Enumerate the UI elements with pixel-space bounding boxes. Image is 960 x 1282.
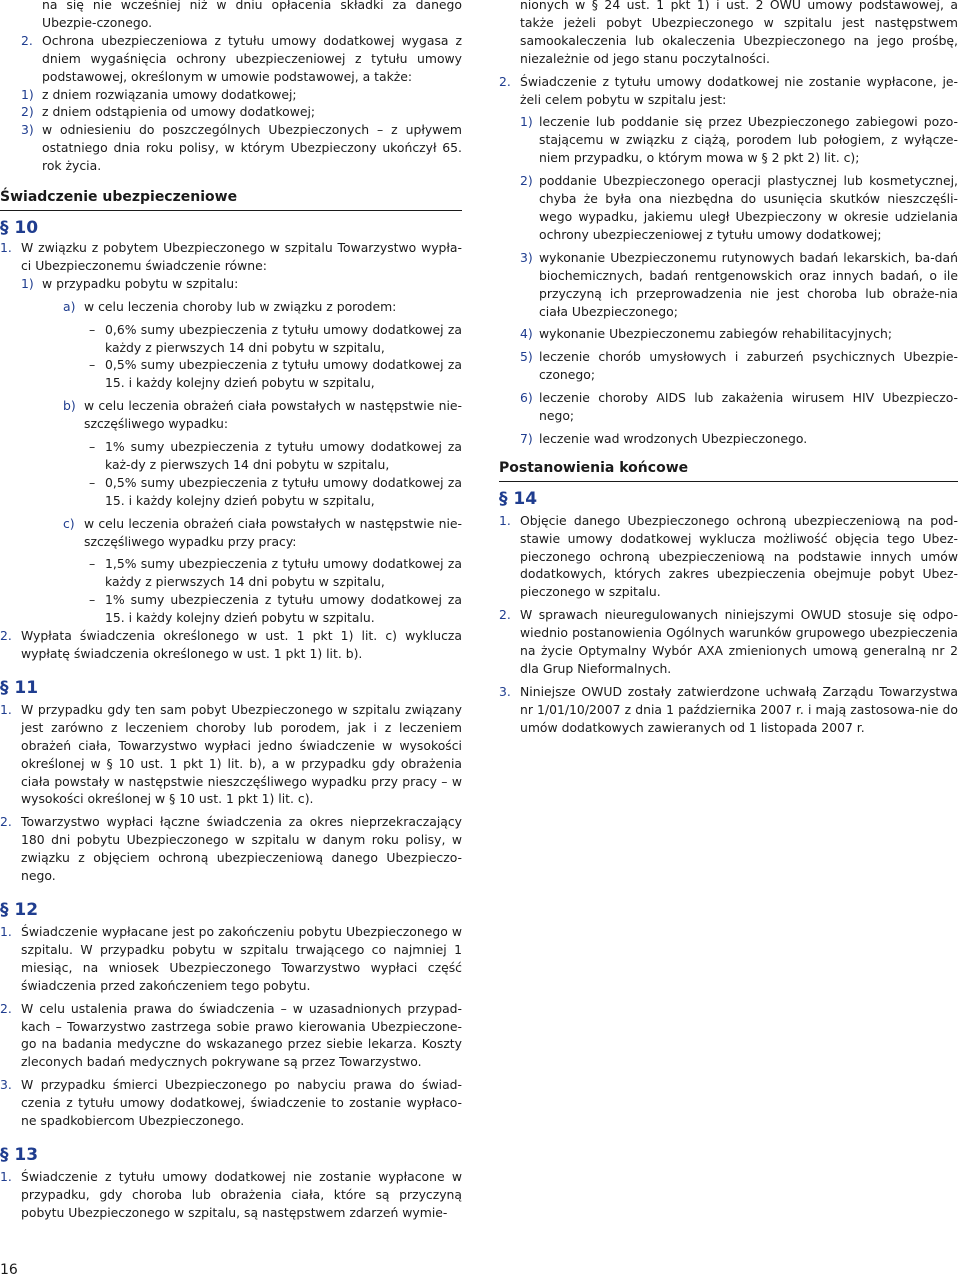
- clause-text: Świadczenie z tytułu umowy dodatkowej nie zostanie wypłacone, je-żeli celem pobytu w szpitalu jest:: [520, 73, 958, 107]
- item-text: leczenie choroby AIDS lub zakażenia wirusem HIV Ubezpieczo-nego;: [539, 390, 958, 424]
- clause-label: 2.: [0, 628, 12, 644]
- dash: –: [89, 439, 96, 455]
- clause-text: Niniejsze OWUD zostały zatwierdzone uchwałą Zarządu Towarzystwa nr 1/01/10/2007 z dnia 1 października 2007 r. i mają zastosowa-nie do umów dodatkowych zawieranych od 1 listopada 2007 r.: [520, 683, 958, 735]
- item-label: 3): [21, 122, 34, 138]
- dash-item: [0, 555, 462, 591]
- clause-label: 1.: [499, 512, 511, 528]
- item-text: 0,5% sumy ubezpieczenia z tytułu umowy dodatkowej za 15. i każdy kolejny dzień pobytu w szpitalu,: [105, 474, 462, 508]
- item-text: w celu leczenia obrażeń ciała powstałych w następstwie nie-szczęśliwego wypadku przy pracy:: [84, 515, 462, 549]
- section-title-benefit: Świadczenie ubezpieczeniowe: [0, 189, 462, 211]
- dash: –: [89, 556, 96, 572]
- paragraph-11-heading: § 11: [0, 677, 39, 698]
- list-item: [499, 348, 958, 384]
- list-item: [499, 113, 958, 167]
- item-text: leczenie chorób umysłowych i zaburzeń psychicznych Ubezpie-czonego;: [539, 349, 958, 383]
- clause-label: 1.: [0, 1168, 12, 1184]
- dash-item: [0, 474, 462, 510]
- clause-11-1: [0, 701, 462, 808]
- dash: –: [89, 474, 96, 490]
- item-text: 1% sumy ubezpieczenia z tytułu umowy dodatkowej za każ-dy z pierwszych 14 dni pobytu w szpitalu,: [105, 439, 462, 472]
- clause-label: 2.: [0, 1000, 12, 1016]
- item-label: 3): [520, 249, 533, 265]
- list-item: [499, 389, 958, 425]
- dash: –: [89, 357, 96, 373]
- paragraph-10-heading: § 10: [0, 217, 39, 238]
- clause-text: Świadczenie wypłacane jest po zakończeniu pobytu Ubezpieczonego w szpitalu. W przypadku pobytu w szpitalu trwającego co najmniej 1 miesiąc, na wniosek Ubezpieczonego Towarzystwo wypłaci część świadczenia przed zakończeniem tego pobytu.: [21, 923, 462, 993]
- left-column: [0, 0, 462, 1222]
- dash-item: [0, 356, 462, 392]
- list-item: [499, 249, 958, 321]
- list-item: [499, 430, 958, 448]
- clause-text: W przypadku śmierci Ubezpieczonego po nabyciu prawa do świad-czenia z tytułu umowy dodatkowej, świadczenie to zostanie wypłaco-ne spadkobiercom Ubezpieczonego.: [21, 1077, 462, 1129]
- item-label: 1): [21, 275, 34, 291]
- item-label: 5): [520, 349, 533, 365]
- item-label: 2): [21, 104, 34, 120]
- item-label: 1): [520, 114, 533, 130]
- item-text: leczenie wad wrodzonych Ubezpieczonego.: [539, 430, 808, 446]
- clause-label: 2.: [21, 32, 33, 48]
- item-text: w celu leczenia obrażeń ciała powstałych w następstwie nie-szczęśliwego wypadku:: [84, 398, 462, 432]
- clause-14-3: [499, 683, 958, 737]
- clause-text: Świadczenie z tytułu umowy dodatkowej nie zostanie wypłacone w przypadku, gdy choroba lub obrażenia ciała, które są przyczyną pobytu Ubezpieczonego w szpitalu, są następstwem zdarzeń wymie-: [21, 1168, 462, 1220]
- item-text: wykonanie Ubezpieczonemu zabiegów rehabilitacyjnych;: [539, 326, 893, 342]
- dash-item: [0, 438, 462, 474]
- clause-10-2: [0, 627, 462, 663]
- list-item: [0, 103, 462, 121]
- clause-label: 3.: [499, 683, 511, 699]
- dash-item: [0, 591, 462, 627]
- sub-item-a: [0, 298, 462, 316]
- clause-11-2: [0, 813, 462, 885]
- item-label: 1): [21, 86, 34, 102]
- clause-text: W sprawach nieuregulowanych niniejszymi OWUD stosuje się odpo-wiednio postanowienia Ogólnych warunków grupowego ubezpieczenia na życie Optymalny Wybór AXA zmienionych umową generalną nr 2 dla Grup Nieformalnych.: [520, 607, 958, 676]
- item-text: 0,5% sumy ubezpieczenia z tytułu umowy dodatkowej za 15. i każdy kolejny dzień pobytu w szpitalu,: [105, 357, 462, 391]
- clause-label: 1.: [0, 923, 12, 939]
- dash: –: [89, 321, 96, 337]
- clause-text: Objęcie danego Ubezpieczonego ochroną ubezpieczeniową na pod-stawie umowy dodatkowej wyklucza możliwość objęcia tego Ubez-pieczonego ochroną ubezpieczeniową na podstawie innych umów dodatkowych, których zakres ubezpieczenia obejmuje pobyt Ubez-pieczonego w szpitalu.: [520, 512, 958, 600]
- clause-text: Wypłata świadczenia określonego w ust. 1 pkt 1) lit. c) wyklucza wypłatę świadczenia określonego w ust. 1 pkt 1) lit. b).: [21, 628, 462, 661]
- dash-item: [0, 321, 462, 357]
- clause-text: W związku z pobytem Ubezpieczonego w szpitalu Towarzystwo wypła-ci Ubezpieczonemu świadczenie równe:: [21, 239, 462, 273]
- clause-14-1: [499, 512, 958, 602]
- clause-label: 2.: [0, 814, 12, 830]
- item-text: z dniem odstąpienia od umowy dodatkowej;: [42, 104, 316, 120]
- section-title-final-provisions: Postanowienia końcowe: [499, 460, 958, 482]
- item-label: 7): [520, 430, 533, 446]
- item-text: w odniesieniu do poszczególnych Ubezpieczonych – z upływem ostatniego dnia roku polisy, w którym Ubezpieczony ukończył 65. rok życia.: [42, 122, 462, 174]
- item-label: a): [63, 298, 76, 314]
- clause-14-2: [499, 606, 958, 678]
- item-label: b): [63, 398, 76, 414]
- item-label: 2): [520, 173, 533, 189]
- clause-text: Towarzystwo wypłaci łączne świadczenia za okres nieprzekraczający 180 dni pobytu Ubezpieczonego w szpitalu w danym roku polisy, w związku z objęciem ochroną ubezpieczeniową danego Ubezpieczo-nego.: [21, 814, 462, 884]
- clause-10-1: [0, 239, 462, 275]
- item-label: 6): [520, 390, 533, 406]
- paragraph-12-heading: § 12: [0, 899, 39, 920]
- dash: –: [89, 592, 96, 608]
- intro-text: na się nie wcześniej niż w dniu opłacenia składki za danego Ubezpie-czonego.: [42, 0, 462, 30]
- list-item: [499, 172, 958, 244]
- item-text: w przypadku pobytu w szpitalu:: [42, 275, 239, 291]
- sub-item-c: [0, 515, 462, 551]
- clause-text: W celu ustalenia prawa do świadczenia – w uzasadnionych przypad-kach – Towarzystwo zastrzega sobie prawo kierowania Ubezpieczone-go na badania medyczne do wskazanego przez siebie lekarza. Koszty zleconych badań medycznych pokrywane są przez Towarzystwo.: [21, 1000, 462, 1070]
- item-label: c): [63, 515, 75, 531]
- item-text: 1% sumy ubezpieczenia z tytułu umowy dodatkowej za 15. i każdy kolejny dzień pobytu w szpitalu.: [105, 592, 462, 626]
- clause-13-1: [0, 1168, 462, 1222]
- item-text: 0,6% sumy ubezpieczenia z tytułu umowy dodatkowej za każdy z pierwszych 14 dni pobytu w szpitalu,: [105, 321, 462, 355]
- item-text: leczenie lub poddanie się przez Ubezpieczonego zabiegowi pozo-stającemu w związku z ciążą, porodem lub połogiem, z wyłącze-niem przypadku, o którym mowa w § 2 pkt 2) lit. c);: [539, 114, 958, 166]
- clause-12-1: [0, 923, 462, 995]
- clause-2: [0, 32, 462, 86]
- sub-item-b: [0, 397, 462, 433]
- clause-text: W przypadku gdy ten sam pobyt Ubezpieczonego w szpitalu związany jest zarówno z leczeniem choroby lub porodem, jak i z leczeniem obrażeń ciała, Towarzystwo wypłaci jedno świadczenie w wysokości określonej w § 10 ust. 1 pkt 1) lit. b), a w przypadku gdy obrażenia ciała powstały w następstwie nieszczęśliwego wypadku przy pracy – w wysokości określonej w § 10 ust. 1 pkt 1) lit. c).: [21, 701, 462, 807]
- item-text: 1,5% sumy ubezpieczenia z tytułu umowy dodatkowej za każdy z pierwszych 14 dni pobytu w szpitalu,: [105, 556, 462, 590]
- clause-label: 1.: [0, 701, 12, 717]
- page-number: 16: [0, 1262, 18, 1278]
- right-column: [499, 0, 958, 737]
- clause-label: 1.: [0, 239, 12, 255]
- list-item: [0, 275, 462, 293]
- item-text: poddanie Ubezpieczonego operacji plastycznej lub kosmetycznej, chyba że była ona niezbędna do usunięcia skutków nieszczęśli-wego wypadku, jakiemu uległ Ubezpieczony w okresie udzielania ochrony ubezpieczeniowej z tytułu umowy dodatkowej;: [539, 173, 958, 242]
- paragraph-13-heading: § 13: [0, 1144, 39, 1165]
- clause-13-2: [499, 73, 958, 109]
- list-item: [499, 325, 958, 343]
- continued-text: nionych w § 24 ust. 1 pkt 1) i ust. 2 OWU umowy podstawowej, a także jeżeli pobyt Ubezpieczonego w szpitalu jest następstwem samookaleczenia lub okaleczenia Ubezpieczonego na jego prośbę, niezależnie od jego stanu poczytalności.: [520, 0, 958, 66]
- list-item: [0, 86, 462, 104]
- clause-label: 2.: [499, 607, 511, 623]
- clause-12-2: [0, 1000, 462, 1072]
- item-text: wykonanie Ubezpieczonemu rutynowych badań lekarskich, ba-dań biochemicznych, badań rentgenowskich oraz innych badań, o ile przyczyną ich przeprowadzenia nie jest choroba lub obraże-nia ciała Ubezpieczonego;: [539, 249, 958, 319]
- clause-text: Ochrona ubezpieczeniowa z tytułu umowy dodatkowej wygasa z dniem wygaśnięcia ochrony ubezpieczeniowej z tytułu umowy podstawowej, określonym w umowie podstawowej, a także:: [42, 32, 462, 84]
- paragraph-14-heading: § 14: [499, 488, 538, 509]
- list-item: [0, 121, 462, 175]
- item-label: 4): [520, 326, 533, 342]
- clause-label: 3.: [0, 1077, 12, 1093]
- clause-label: 2.: [499, 73, 511, 89]
- item-text: z dniem rozwiązania umowy dodatkowej;: [42, 86, 297, 102]
- item-text: w celu leczenia choroby lub w związku z porodem:: [84, 298, 397, 314]
- clause-12-3: [0, 1076, 462, 1130]
